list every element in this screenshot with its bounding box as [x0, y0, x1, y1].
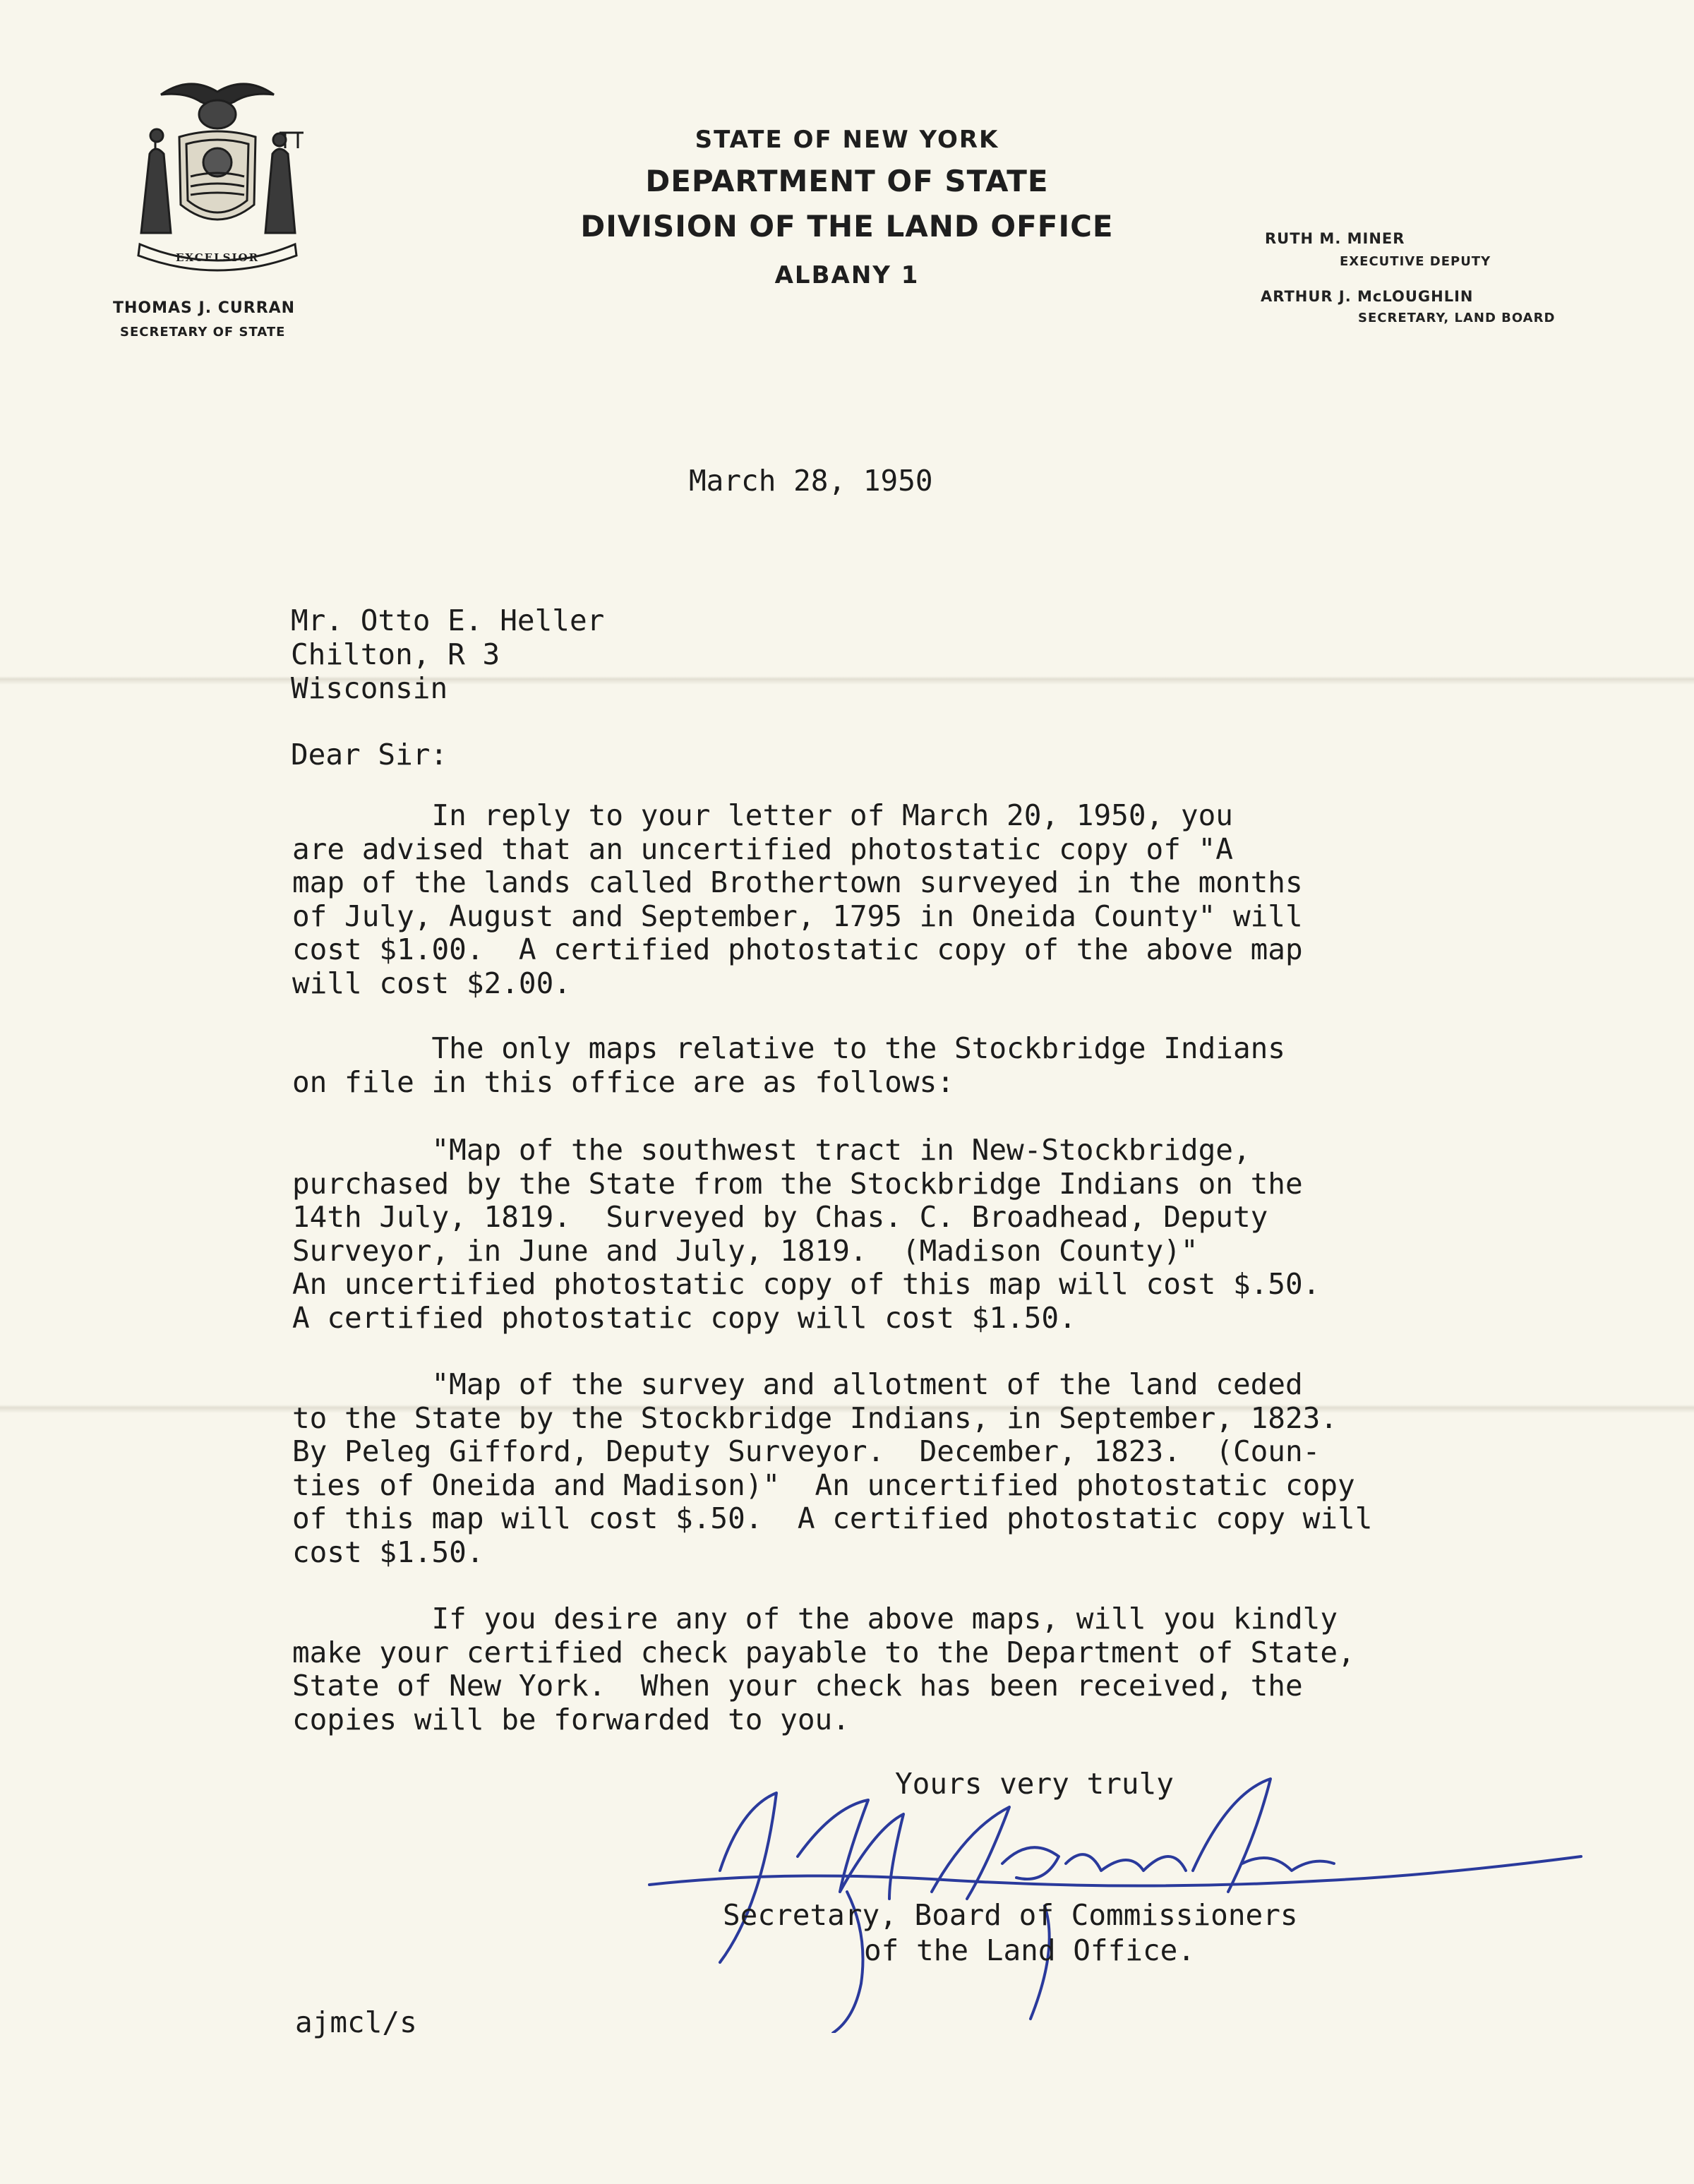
state-seal-icon — [112, 71, 323, 275]
seal-motto: EXCELSIOR — [175, 251, 260, 264]
body-paragraph-5: If you desire any of the above maps, will you kindly make your certified check payable to the Department of State, State of New York. When your check has been received, the copies will be forwarded to you. — [292, 1602, 1355, 1736]
secretary-of-state-name: THOMAS J. CURRAN — [113, 299, 296, 317]
reference-initials: ajmcl/s — [295, 2005, 417, 2039]
board-secretary-title: SECRETARY, LAND BOARD — [1358, 311, 1556, 325]
division-heading: DIVISION OF THE LAND OFFICE — [580, 209, 1114, 244]
body-paragraph-1: In reply to your letter of March 20, 1950, you are advised that an uncertified photostatic copy of "A map of the lands called Brothertown surveyed in the months of July, August and September, 1795 in Oneida County" will cost $1.00. A certified photostatic copy of the above map will cost $2.00. — [292, 798, 1303, 1000]
state-heading: STATE OF NEW YORK — [695, 126, 999, 154]
body-paragraph-2: The only maps relative to the Stockbridge Indians on file in this office are as follows: — [292, 1031, 1285, 1099]
recipient-address: Chilton, R 3 — [291, 637, 500, 671]
signatory-title-line-1: Secretary, Board of Commissioners — [723, 1898, 1298, 1932]
body-paragraph-4: "Map of the survey and allotment of the land ceded to the State by the Stockbridge Indians, in September, 1823. By Peleg Gifford, Deputy Surveyor. December, 1823. (Coun- ties of Oneida and Madison)" An uncertified photostatic copy of this map will cost $.50. A certified photostatic copy will cost $1.50. — [292, 1367, 1373, 1569]
closing: Yours very truly — [895, 1767, 1174, 1801]
handwritten-signature — [635, 1751, 1595, 2033]
deputy-title: EXECUTIVE DEPUTY — [1340, 254, 1491, 269]
department-heading: DEPARTMENT OF STATE — [645, 164, 1049, 198]
recipient-name: Mr. Otto E. Heller — [291, 604, 605, 637]
signatory-title-line-2: of the Land Office. — [864, 1933, 1195, 1967]
board-secretary-name: ARTHUR J. McLOUGHLIN — [1261, 288, 1474, 305]
city-heading: ALBANY 1 — [774, 261, 920, 289]
letter-date: March 28, 1950 — [689, 464, 933, 498]
salutation: Dear Sir: — [291, 738, 448, 772]
deputy-name: RUTH M. MINER — [1265, 230, 1405, 247]
secretary-of-state-title: SECRETARY OF STATE — [120, 325, 286, 340]
recipient-state: Wisconsin — [291, 671, 448, 705]
body-paragraph-3: "Map of the southwest tract in New-Stockbridge, purchased by the State from the Stockbridge Indians on the 14th July, 1819. Surveyed by Chas. C. Broadhead, Deputy Surveyor, in June and July, 1819. (Madison County)" An uncertified photostatic copy of this map will cost $.50. A certified photostatic copy will cost $1.50. — [292, 1133, 1321, 1335]
